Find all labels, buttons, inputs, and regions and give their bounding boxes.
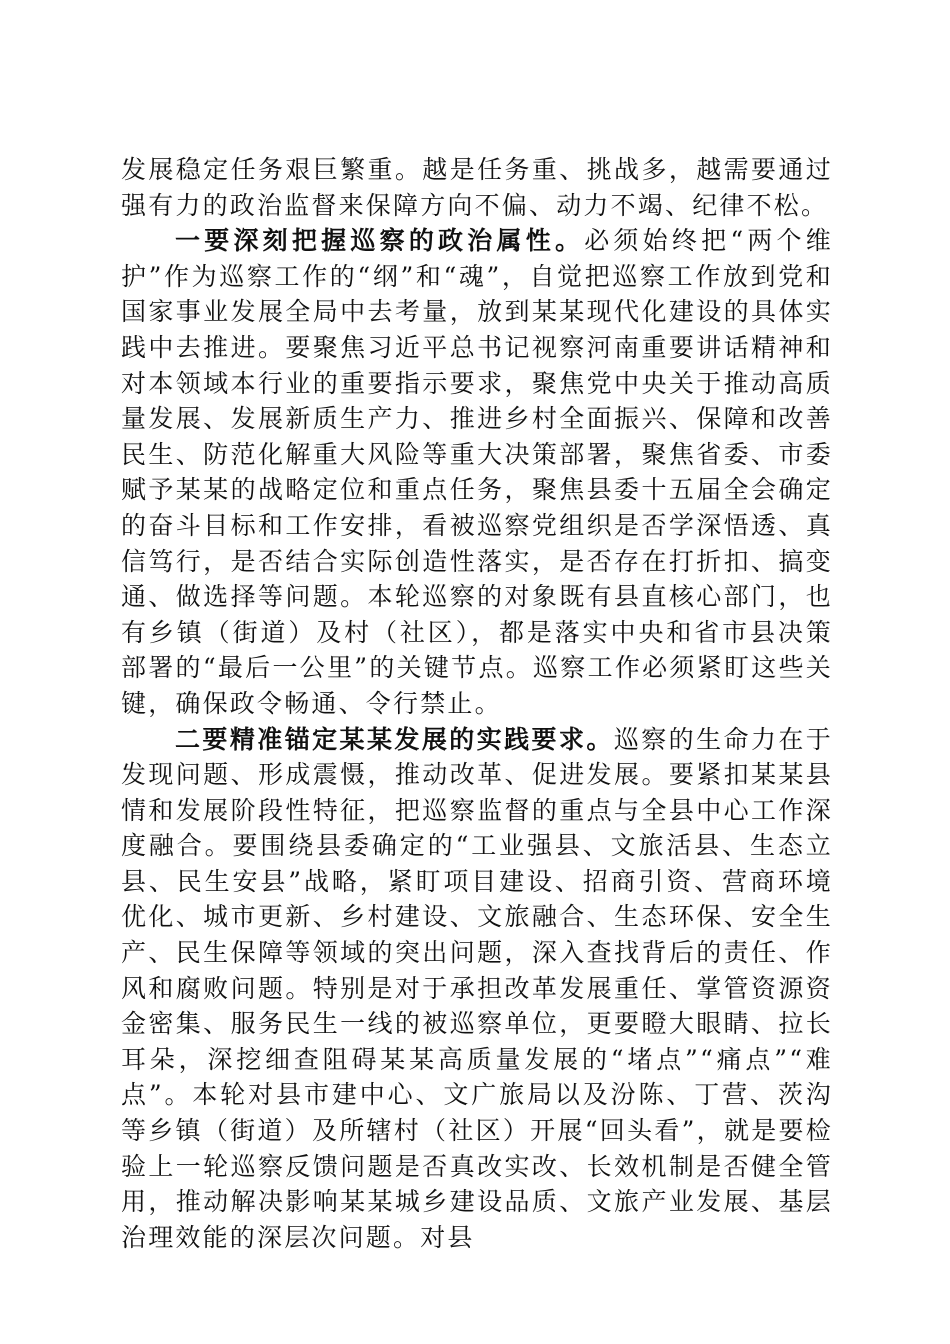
paragraph-text: 巡察的生命力在于发现问题、形成震慑，推动改革、促进发展。要紧扣某某县情和发展阶段性特征，把巡察监督的重点与全县中心工作深度融合。要围绕县委确定的“工业强县、文旅活县、生态立县、民生安县”战略，紧盯项目建设、招商引资、营商环境优化、城市更新、乡村建设、文旅融合、生态环保、安全生产、民生保障等领域的突出问题，深入查找背后的责任、作风和腐败问题。特别是对于承担改革发展重任、掌管资源资金密集、服务民生一线的被巡察单位，更要瞪大眼睛、拉长耳朵，深挖细查阻碍某某高质量发展的“堵点”“痛点”“难点”。本轮对县市建中心、文广旅局以及汾陈、丁营、茨沟等乡镇（街道）及所辖村（社区）开展“回头看”，就是要检验上一轮巡察反馈问题是否真改实改、长效机制是否健全管用，推动解决影响某某城乡建设品质、文旅产业发展、基层治理效能的深层次问题。对县	[121, 724, 833, 1252]
paragraph-text: 发展稳定任务艰巨繁重。越是任务重、挑战多，越需要通过强有力的政治监督来保障方向不偏、动力不竭、纪律不松。	[121, 155, 833, 220]
paragraph-continuation	[121, 152, 833, 223]
paragraph-practice-requirement	[121, 722, 833, 1256]
paragraph-heading: 一要深刻把握巡察的政治属性。	[175, 226, 585, 256]
paragraph-political-attribute	[121, 223, 833, 721]
document-body	[121, 152, 833, 1255]
paragraph-heading: 二要精准锚定某某发展的实践要求。	[175, 724, 614, 754]
paragraph-text: 必须始终把“两个维护”作为巡察工作的“纲”和“魂”，自觉把巡察工作放到党和国家事业发展全局中去考量，放到某某现代化建设的具体实践中去推进。要聚焦习近平总书记视察河南重要讲话精神和对本领域本行业的重要指示要求，聚焦党中央关于推动高质量发展、发展新质生产力、推进乡村全面振兴、保障和改善民生、防范化解重大风险等重大决策部署，聚焦省委、市委赋予某某的战略定位和重点任务，聚焦县委十五届全会确定的奋斗目标和工作安排，看被巡察党组织是否学深悟透、真信笃行，是否结合实际创造性落实，是否存在打折扣、搞变通、做选择等问题。本轮巡察的对象既有县直核心部门，也有乡镇（街道）及村（社区），都是落实中央和省市县决策部署的“最后一公里”的关键节点。巡察工作必须紧盯这些关键，确保政令畅通、令行禁止。	[121, 226, 833, 718]
